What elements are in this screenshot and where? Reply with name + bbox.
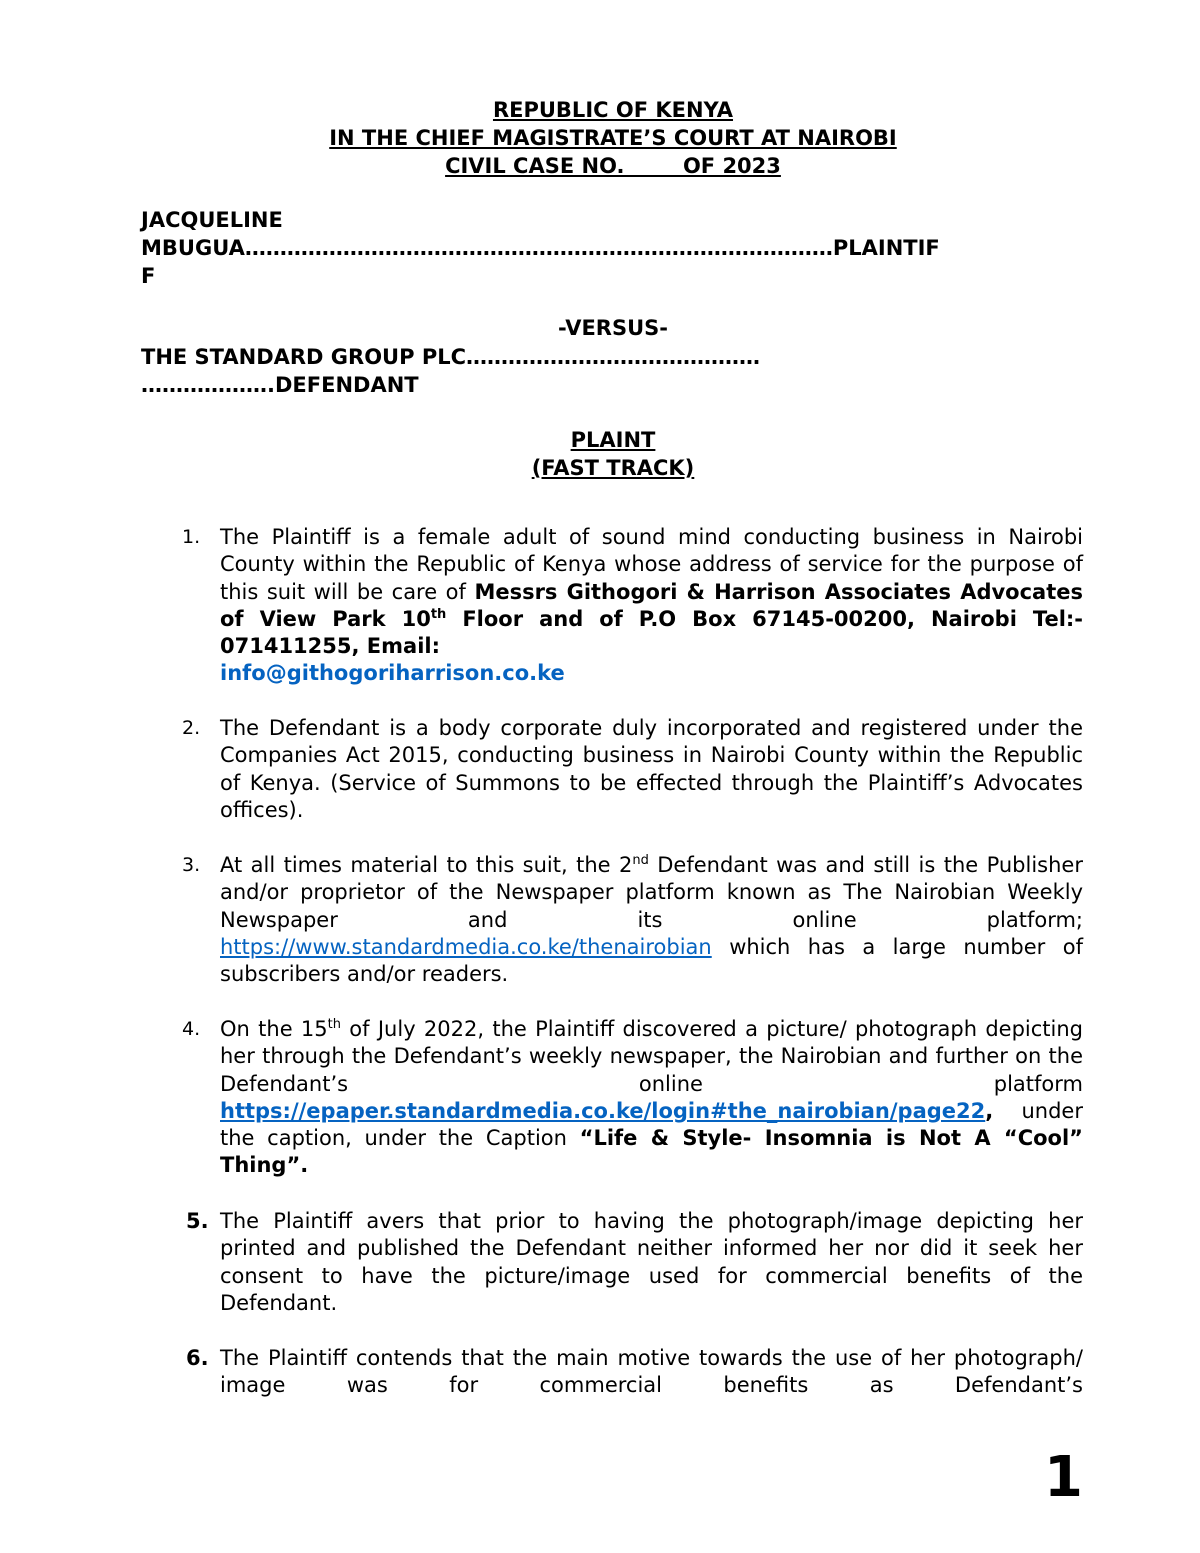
comma: , bbox=[985, 1098, 994, 1123]
paragraph-3 bbox=[220, 852, 1083, 988]
paragraph-number: 3. bbox=[182, 854, 201, 876]
header-court: IN THE CHIEF MAGISTRATE’S COURT AT NAIROBI bbox=[329, 126, 897, 150]
header-case-number: CIVIL CASE NO. OF 2023 bbox=[445, 154, 781, 178]
superscript: th bbox=[327, 1017, 341, 1032]
paragraph-number: 4. bbox=[182, 1018, 201, 1040]
email-link[interactable]: info@githogoriharrison.co.ke bbox=[220, 661, 565, 686]
paragraph-1-text: The Plaintiff is a female adult of sound mind conducting business in Nairobi County within the Republic of Kenya whose address of service for the purpose of this suit will be care of bbox=[220, 525, 1083, 604]
plaint-title: PLAINT bbox=[570, 428, 656, 452]
defendant-name-line2: ……………….DEFENDANT bbox=[141, 373, 419, 397]
paragraph-3-text-cont: Defendant was and still is the Publisher and/or proprietor of the Newspaper platform known as The Nairobian Weekly Newspaper and its online platform; bbox=[220, 853, 1083, 932]
epaper-url-link[interactable]: https://epaper.standardmedia.co.ke/login#the_nairobian/page22 bbox=[220, 1098, 986, 1123]
paragraph-number: 5. bbox=[186, 1209, 209, 1233]
paragraph-2 bbox=[220, 715, 1083, 824]
paragraph-3-text-end: which has a large number of subscribers and/or readers. bbox=[220, 934, 1083, 987]
paragraph-4-text-cont: of July 2022, the Plaintiff discovered a picture/ photograph depicting her through the Defendant’s weekly newspaper, the Nairobian and further on the Defendant’s online platform bbox=[220, 1017, 1083, 1096]
paragraph-2-text: The Defendant is a body corporate duly incorporated and registered under the Companies Act 2015, conducting business in Nairobi County within the Republic of Kenya. (Service of Summons to be effected through the Plaintiff’s Advocates offices). bbox=[220, 716, 1083, 822]
nairobian-url-link[interactable]: https://www.standardmedia.co.ke/thenairobian bbox=[220, 934, 712, 959]
advocates-address: Floor and of P.O Box 67145-00200, Nairobi Tel:- 071411255, Email: bbox=[220, 606, 1084, 659]
paragraph-4-text: On the 15 bbox=[220, 1017, 328, 1041]
superscript: th bbox=[430, 606, 447, 622]
paragraph-6 bbox=[220, 1345, 1083, 1400]
article-caption: “Life & Style- Insomnia is Not A “Cool” Thing”. bbox=[220, 1126, 1083, 1178]
plaintiff-name-line2: MBUGUA…………………………………………………………………………PLAINTIF bbox=[141, 236, 940, 260]
paragraph-4-text-end: under the caption, under the Caption bbox=[220, 1098, 1083, 1151]
paragraph-5-text: The Plaintiff avers that prior to having the photograph/image depicting her printed and published the Defendant neither informed her nor did it seek her consent to have the picture/image used for commercial benefits of the Defendant. bbox=[220, 1209, 1083, 1315]
defendant-name-line1: THE STANDARD GROUP PLC…………………………………… bbox=[141, 345, 760, 369]
paragraph-number: 2. bbox=[182, 717, 201, 739]
paragraph-4 bbox=[220, 1016, 1083, 1180]
advocates-details: Messrs Githogori & Harrison Associates Advocates of View Park 10 bbox=[220, 579, 1083, 631]
plaintiff-name-line3: F bbox=[141, 264, 156, 288]
paragraph-number: 6. bbox=[186, 1346, 209, 1370]
plaint-subtitle: (FAST TRACK) bbox=[531, 456, 695, 480]
versus-label: -VERSUS- bbox=[558, 316, 668, 340]
page-number: 1 bbox=[1044, 1445, 1083, 1510]
header-republic: REPUBLIC OF KENYA bbox=[492, 98, 734, 122]
paragraph-6-text: The Plaintiff contends that the main motive towards the use of her photograph/ image was for commercial benefits as Defendant’s bbox=[220, 1346, 1083, 1398]
paragraph-3-text: At all times material to this suit, the 2 bbox=[220, 853, 633, 877]
paragraph-5 bbox=[220, 1208, 1083, 1317]
paragraph-1 bbox=[220, 524, 1083, 688]
paragraph-number: 1. bbox=[182, 526, 201, 548]
superscript: nd bbox=[632, 853, 649, 868]
plaintiff-name-line1: JACQUELINE bbox=[141, 208, 283, 232]
